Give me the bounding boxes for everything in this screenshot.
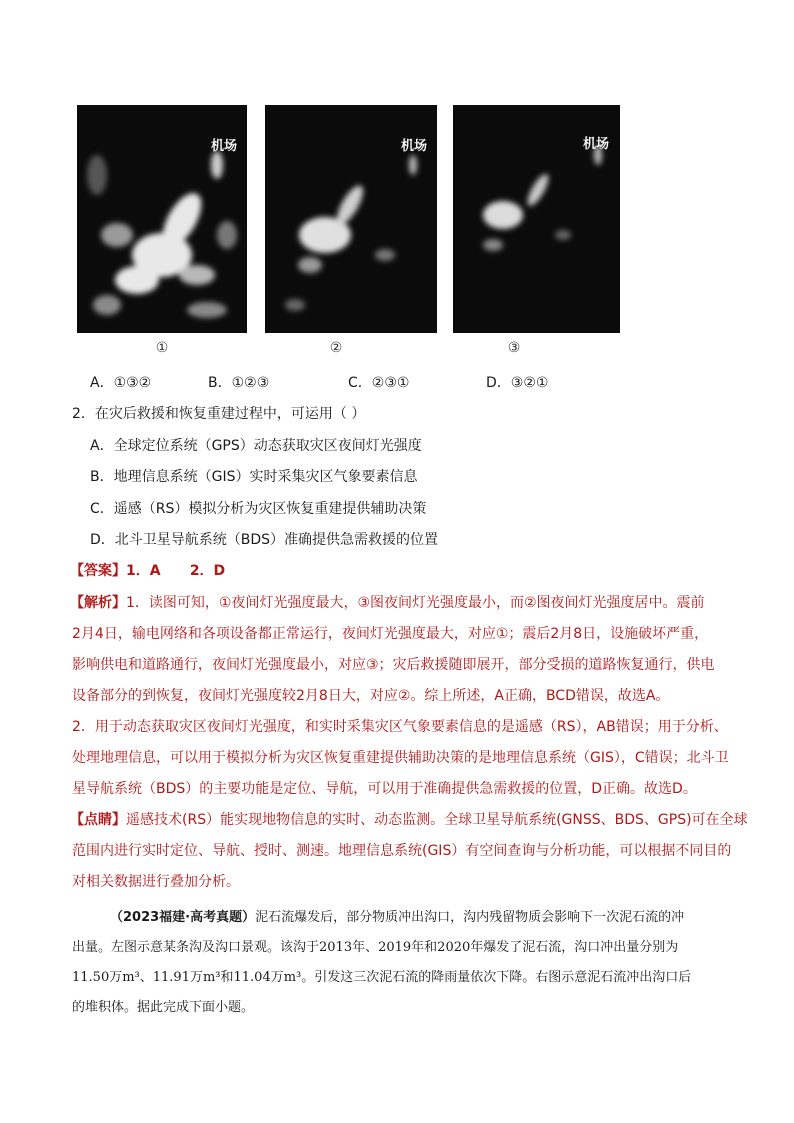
- q2-option-a: A．全球定位系统（GPS）动态获取灾区夜间灯光强度: [90, 438, 422, 454]
- next-question-line-3: 11.50万m³、11.91万m³和11.04万m³。引发这三次泥石流的降雨量依次下降。右图示意泥石流冲出沟口后: [72, 970, 692, 985]
- analysis-line-2: 2月4日，输电网络和各项设备都正常运行，夜间灯光强度最大，对应①；震后2月8日，设施破坏严重，: [72, 626, 709, 642]
- next-question-source: （2023福建·高考真题）: [110, 910, 256, 925]
- tip-text-1: 遥感技术(RS）能实现地物信息的实时、动态监测。全球卫星导航系统(GNSS、BDS、GPS)可在全球: [126, 812, 748, 828]
- tip-line-2: 范围内进行实时定位、导航、授时、测速。地理信息系统(GIS）有空间查询与分析功能，可以根据不同目的: [72, 843, 732, 859]
- caption-2: ②: [329, 340, 343, 356]
- answer-tag: 【答案】: [70, 563, 126, 579]
- night-light-image-1: [77, 105, 247, 333]
- night-light-image-2: [265, 105, 437, 333]
- q2-option-b: B．地理信息系统（GIS）实时采集灾区气象要素信息: [90, 469, 418, 485]
- airport-label: 机场: [583, 137, 610, 152]
- analysis-line-4: 设备部分的到恢复，夜间灯光强度较2月8日大，对应②。综上所述，A正确，BCD错误，故选A。: [72, 688, 670, 704]
- tip-tag: 【点睛】: [70, 812, 126, 828]
- answer-line: [70, 560, 225, 580]
- analysis-line-1: [70, 592, 705, 612]
- next-question-text-1: 泥石流爆发后，部分物质冲出沟口，沟内残留物质会影响下一次泥石流的冲: [255, 910, 685, 925]
- q1-option-d: D．③②①: [486, 375, 549, 391]
- analysis-line-5: 2．用于动态获取灾区夜间灯光强度，和实时采集灾区气象要素信息的是遥感（RS），AB错误；用于分析、: [72, 719, 728, 735]
- analysis-text-1: 1．读图可知，①夜间灯光强度最大，③图夜间灯光强度最小，而②图夜间灯光强度居中。震前: [126, 595, 705, 611]
- caption-1: ①: [155, 340, 169, 356]
- next-question-line-4: 的堆积体。据此完成下面小题。: [72, 1000, 255, 1015]
- q2-stem: 2．在灾后救援和恢复重建过程中，可运用（ ）: [72, 406, 366, 422]
- tip-line-1: [70, 809, 748, 829]
- night-light-image-3: [453, 105, 620, 333]
- answer-text: 1．A 2．D: [126, 563, 226, 579]
- q1-option-b: B．①②③: [208, 375, 270, 391]
- airport-label: 机场: [211, 139, 238, 154]
- analysis-tag: 【解析】: [70, 595, 126, 611]
- next-question-line-2: 出量。左图示意某条沟及沟口景观。该沟于2013年、2019年和2020年爆发了泥石流，沟口冲出量分别为: [72, 940, 679, 955]
- q2-option-c: C．遥感（RS）模拟分析为灾区恢复重建提供辅助决策: [90, 501, 427, 517]
- q1-option-c: C．②③①: [348, 375, 410, 391]
- caption-3: ③: [507, 340, 521, 356]
- q1-option-a: A．①③②: [90, 375, 152, 391]
- airport-label: 机场: [401, 139, 428, 154]
- tip-line-3: 对相关数据进行叠加分析。: [72, 874, 240, 890]
- q2-option-d: D．北斗卫星导航系统（BDS）准确提供急需救援的位置: [90, 532, 439, 548]
- analysis-line-6: 处理地理信息，可以用于模拟分析为灾区恢复重建提供辅助决策的是地理信息系统（GIS），C错误；北斗卫: [72, 750, 729, 766]
- analysis-line-3: 影响供电和道路通行，夜间灯光强度最小，对应③；灾后救援随即展开，部分受损的道路恢复通行，供电: [72, 657, 715, 673]
- next-question-line-1: [110, 906, 684, 925]
- analysis-line-7: 星导航系统（BDS）的主要功能是定位、导航，可以用于准确提供急需救援的位置，D正确。故选D。: [72, 781, 697, 797]
